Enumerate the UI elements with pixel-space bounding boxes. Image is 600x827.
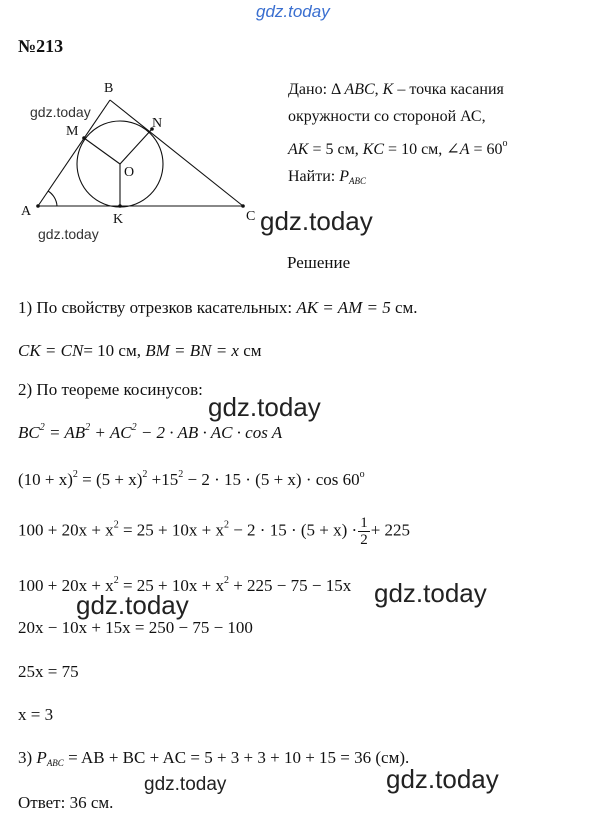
step-1: 1) По свойству отрезков касательных: AK = AM = 5 см. [18, 298, 418, 317]
watermark-top: gdz.today [256, 2, 330, 21]
step-7: $100 + 20x + x^2 = 25 + 10x + x^2 + 225 - 75 - 15x$ [18, 575, 352, 595]
watermark-diagram-2: gdz.today [38, 226, 99, 242]
label-n: N [152, 116, 163, 131]
given-find: Найти: $P_{ABC}$ [288, 168, 366, 186]
step-11: 3) $P_{ABC}$ = AB + BC + AC = 5 + 3 + 3 + 10 + 15 = 36 (см). [18, 748, 410, 768]
given-line-2: окружности со стороной АС, [288, 108, 486, 125]
step-8: 20x − 10x + 15x = 250 − 75 − 100 [18, 618, 253, 637]
step-2: CK = CN= 10 см, BM = BN = x см [18, 341, 262, 360]
angle-a-arc [48, 191, 57, 206]
label-k: K [113, 212, 124, 227]
radius-on [120, 129, 152, 164]
label-b: B [104, 81, 114, 96]
solution-title: Решение [287, 253, 351, 272]
watermark-big-2: gdz.today [208, 392, 321, 422]
label-m: M [66, 124, 79, 139]
step-6: $100 + 20x + x^2 = 25 + 10x + x^2 - 2 \cdot 15 \cdot (5 + x)$ · $\frac{1}{2}$ + 225 [18, 515, 411, 548]
fraction-one-half: $\frac{1}{2}$ [360, 515, 368, 548]
watermark-small-bottom: gdz.today [144, 774, 227, 795]
radius-om [84, 138, 120, 164]
answer: Ответ: 36 см. [18, 793, 114, 812]
label-c: C [246, 209, 256, 224]
watermark-big-1: gdz.today [260, 206, 373, 236]
step-10: x = 3 [18, 705, 54, 724]
given-line-3: AK = 5 см, KC = 10 см, ∠A = $60^o$ [288, 138, 508, 158]
label-o: O [124, 165, 135, 180]
watermark-big-4: gdz.today [76, 590, 189, 620]
given-line-1: Дано: Δ ABC, K – точка касания [288, 81, 504, 98]
step-9: 25x = 75 [18, 662, 79, 681]
triangle-diagram [0, 72, 270, 232]
watermark-big-5: gdz.today [386, 764, 499, 794]
side-ab [38, 100, 110, 206]
step-5: $(10 + x)^2 = (5 + x)^2 +15^2 - 2 \cdot 15 \cdot (5 + x) \cdot \cos 60^o$ [18, 469, 365, 489]
given-block [288, 76, 508, 195]
label-a: A [21, 204, 32, 219]
step-4: $BC^2 = AB^2 + AC^2 - 2$ · AB · AC · cos A [18, 422, 283, 442]
watermark-diagram-1: gdz.today [30, 104, 91, 120]
watermark-big-3: gdz.today [374, 578, 487, 608]
problem-number: №213 [18, 36, 64, 56]
step-3: 2) По теореме косинусов: [18, 380, 203, 399]
